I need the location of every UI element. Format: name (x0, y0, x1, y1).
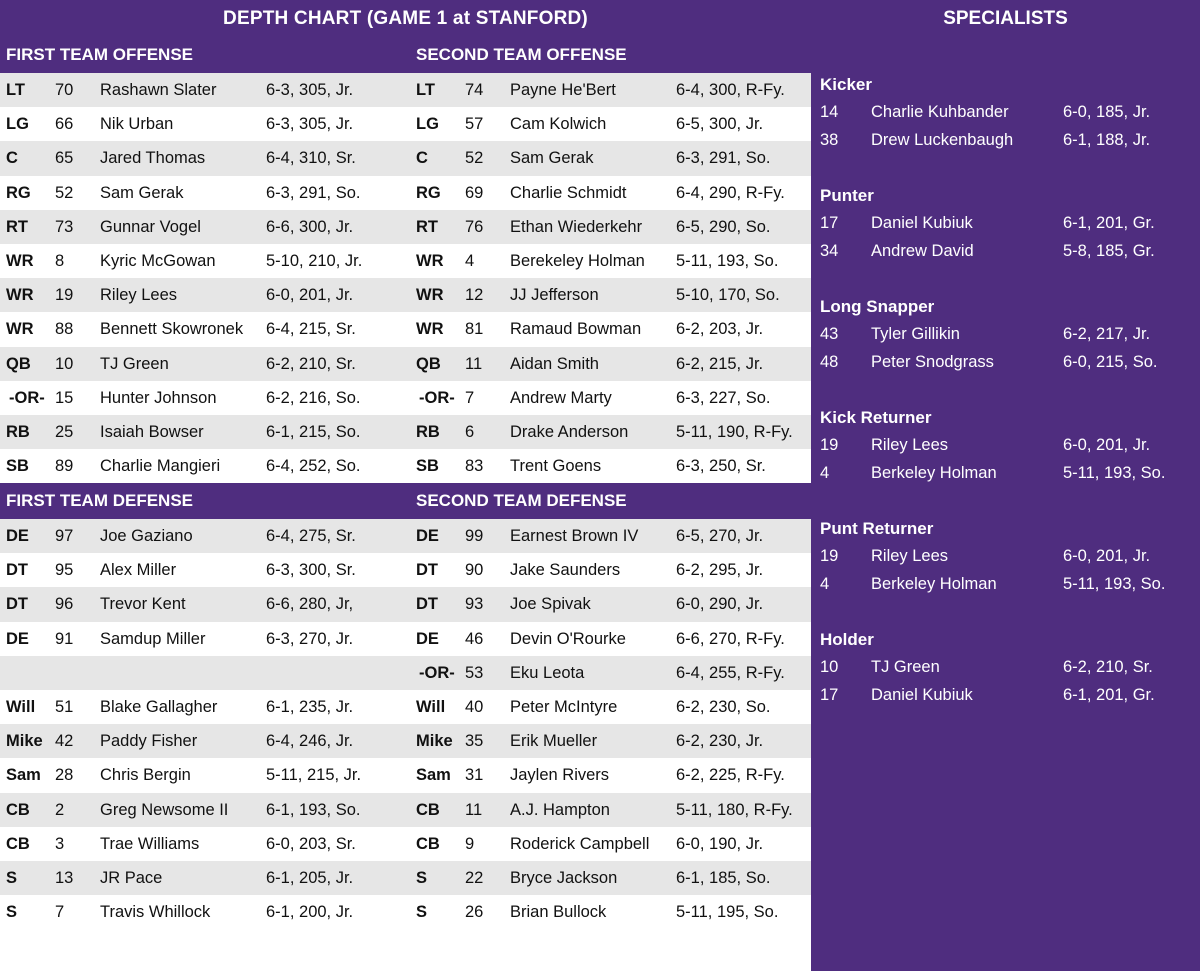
player-name: Peter Snodgrass (871, 353, 994, 371)
title-bar (0, 0, 811, 37)
player-name: Hunter Johnson (100, 388, 217, 407)
player-name: Isaiah Bowser (100, 422, 204, 441)
table-row (0, 107, 811, 141)
player-name: Bryce Jackson (510, 868, 618, 887)
jersey-number: 90 (465, 561, 484, 580)
player-info: 6-3, 305, Jr. (266, 81, 354, 99)
player-name: Ramaud Bowman (510, 320, 642, 339)
specialist-row (811, 653, 1200, 681)
table-row (0, 724, 811, 758)
player-name: Jared Thomas (100, 149, 206, 168)
jersey-number: 12 (465, 286, 484, 305)
position-label: DE (6, 629, 29, 648)
specialist-group-title: Kick Returner (820, 408, 932, 427)
position-label: RB (6, 422, 30, 441)
player-info: 6-6, 280, Jr, (266, 595, 354, 614)
specialist-row (811, 126, 1200, 154)
specialist-group-title: Punter (820, 186, 874, 205)
specialist-row (811, 570, 1200, 598)
table-row (0, 587, 811, 621)
table-row (0, 895, 811, 929)
jersey-number: 10 (55, 354, 74, 373)
table-row (0, 622, 811, 656)
player-name: Aidan Smith (510, 354, 599, 373)
player-name: Travis Whillock (100, 903, 211, 922)
player-info: 6-1, 235, Jr. (266, 697, 354, 716)
player-name: Payne He'Bert (510, 81, 616, 99)
table-row (0, 553, 811, 587)
player-name: Nik Urban (100, 115, 174, 134)
position-label: -OR- (419, 388, 455, 407)
player-name: Drew Luckenbaugh (871, 131, 1014, 149)
player-info: 6-4, 215, Sr. (266, 320, 356, 339)
player-info: 6-1, 201, Gr. (1063, 214, 1155, 232)
specialists-title: SPECIALISTS (943, 8, 1068, 29)
player-info: 6-3, 291, So. (676, 149, 771, 168)
offense-table (0, 73, 811, 483)
player-info: 6-2, 203, Jr. (676, 320, 764, 339)
jersey-number: 9 (465, 834, 475, 853)
jersey-number: 31 (465, 766, 484, 785)
player-name: Daniel Kubiuk (871, 214, 973, 232)
position-label: DT (416, 595, 438, 614)
position-label: WR (6, 320, 34, 339)
table-row (0, 312, 811, 346)
player-info: 6-1, 201, Gr. (1063, 686, 1155, 704)
player-info: 6-5, 270, Jr. (676, 527, 764, 545)
jersey-number: 7 (55, 903, 65, 922)
player-name: A.J. Hampton (510, 800, 610, 819)
player-name: Riley Lees (100, 286, 178, 305)
specialist-row (811, 237, 1200, 265)
defense-table (0, 519, 811, 929)
jersey-number: 25 (55, 422, 74, 441)
player-name: Berekeley Holman (510, 251, 645, 270)
jersey-number: 4 (820, 575, 830, 593)
jersey-number: 13 (55, 868, 74, 887)
player-info: 6-3, 305, Jr. (266, 115, 354, 134)
jersey-number: 19 (55, 286, 74, 305)
jersey-number: 48 (820, 353, 839, 371)
position-label: S (6, 903, 18, 922)
second-offense-title: SECOND TEAM OFFENSE (416, 45, 627, 64)
player-info: 6-2, 295, Jr. (676, 561, 764, 580)
player-info: 6-0, 215, So. (1063, 353, 1158, 371)
player-info: 6-2, 225, R-Fy. (676, 766, 785, 785)
jersey-number: 26 (465, 903, 484, 922)
player-info: 6-2, 230, Jr. (676, 732, 764, 751)
player-info: 5-11, 180, R-Fy. (676, 800, 793, 819)
defense-header (0, 483, 811, 519)
specialist-group-title: Long Snapper (820, 297, 935, 316)
jersey-number: 7 (465, 388, 475, 407)
position-label: RT (416, 217, 438, 236)
player-info: 6-1, 185, So. (676, 868, 771, 887)
player-name: Blake Gallagher (100, 697, 218, 716)
specialist-group (811, 183, 1200, 265)
position-label: SB (6, 457, 29, 476)
player-info: 6-0, 201, Jr. (266, 286, 354, 305)
position-label: RG (416, 183, 441, 202)
player-info: 5-11, 193, So. (1063, 464, 1166, 482)
table-row (0, 278, 811, 312)
player-info: 6-4, 290, R-Fy. (676, 183, 785, 202)
player-name: Alex Miller (100, 561, 177, 580)
jersey-number: 19 (820, 547, 839, 565)
position-label: RG (6, 183, 31, 202)
player-name: JR Pace (100, 868, 163, 887)
player-info: 6-4, 310, Sr. (266, 149, 356, 168)
jersey-number: 3 (55, 834, 65, 853)
player-name: Jaylen Rivers (510, 766, 610, 785)
table-row (0, 690, 811, 724)
player-info: 6-0, 201, Jr. (1063, 547, 1151, 565)
jersey-number: 91 (55, 629, 74, 648)
first-defense-title: FIRST TEAM DEFENSE (6, 491, 194, 510)
position-label: Sam (416, 766, 451, 785)
specialist-row (811, 459, 1200, 487)
player-name: Trevor Kent (100, 595, 186, 614)
jersey-number: 76 (465, 217, 484, 236)
player-name: Gunnar Vogel (100, 217, 201, 236)
position-label: DE (416, 629, 439, 648)
jersey-number: 42 (55, 732, 74, 751)
player-name: Tyler Gillikin (871, 325, 960, 343)
player-info: 6-4, 300, R-Fy. (676, 81, 785, 99)
player-info: 5-10, 210, Jr. (266, 251, 363, 270)
jersey-number: 2 (55, 800, 65, 819)
jersey-number: 53 (465, 663, 484, 682)
player-info: 6-0, 201, Jr. (1063, 436, 1151, 454)
player-name: Berkeley Holman (871, 464, 997, 482)
jersey-number: 4 (465, 251, 475, 270)
first-offense-title: FIRST TEAM OFFENSE (6, 45, 193, 64)
player-name: Andrew Marty (510, 388, 612, 407)
player-name: JJ Jefferson (510, 286, 599, 305)
table-row (0, 73, 811, 107)
player-info: 6-4, 252, So. (266, 457, 361, 476)
jersey-number: 73 (55, 217, 74, 236)
jersey-number: 43 (820, 325, 839, 343)
specialist-group (811, 72, 1200, 154)
jersey-number: 38 (820, 131, 839, 149)
jersey-number: 74 (465, 81, 484, 99)
page-title: DEPTH CHART (GAME 1 at STANFORD) (223, 8, 588, 29)
position-label: LT (6, 81, 25, 99)
position-label: Sam (6, 766, 41, 785)
jersey-number: 11 (465, 354, 483, 373)
player-name: Charlie Mangieri (100, 457, 221, 476)
player-name: Drake Anderson (510, 422, 629, 441)
position-label: Mike (416, 732, 453, 751)
jersey-number: 15 (55, 388, 74, 407)
player-name: Daniel Kubiuk (871, 686, 973, 704)
player-info: 5-11, 195, So. (676, 903, 779, 922)
specialist-group-title: Kicker (820, 75, 872, 94)
jersey-number: 17 (820, 686, 839, 704)
player-info: 6-1, 193, So. (266, 800, 361, 819)
player-info: 6-6, 270, R-Fy. (676, 629, 785, 648)
jersey-number: 14 (820, 103, 839, 121)
player-info: 6-3, 227, So. (676, 388, 771, 407)
position-label: CB (6, 834, 30, 853)
player-name: Paddy Fisher (100, 732, 198, 751)
specialist-row (811, 681, 1200, 709)
table-row (0, 519, 811, 553)
player-name: Trae Williams (100, 834, 200, 853)
player-info: 6-2, 215, Jr. (676, 354, 764, 373)
player-info: 6-6, 300, Jr. (266, 217, 354, 236)
jersey-number: 99 (465, 527, 484, 545)
player-info: 6-1, 188, Jr. (1063, 131, 1151, 149)
player-name: Samdup Miller (100, 629, 206, 648)
jersey-number: 65 (55, 149, 74, 168)
player-info: 5-11, 190, R-Fy. (676, 422, 793, 441)
table-row (0, 793, 811, 827)
position-label: RB (416, 422, 440, 441)
position-label: DT (6, 595, 28, 614)
player-info: 6-4, 246, Jr. (266, 732, 354, 751)
player-name: Joe Gaziano (100, 527, 193, 545)
player-info: 5-11, 193, So. (1063, 575, 1166, 593)
player-name: Bennett Skowronek (100, 320, 244, 339)
player-name: Earnest Brown IV (510, 527, 639, 545)
player-info: 6-3, 291, So. (266, 183, 361, 202)
player-info: 6-3, 270, Jr. (266, 629, 354, 648)
player-info: 6-2, 217, Jr. (1063, 325, 1151, 343)
player-name: Trent Goens (510, 457, 602, 476)
player-name: Ethan Wiederkehr (510, 217, 643, 236)
table-row (0, 141, 811, 175)
specialist-group-title: Punt Returner (820, 519, 934, 538)
player-info: 6-5, 300, Jr. (676, 115, 764, 134)
specialist-row (811, 431, 1200, 459)
player-name: Cam Kolwich (510, 115, 607, 134)
jersey-number: 10 (820, 658, 839, 676)
jersey-number: 6 (465, 422, 475, 441)
table-row (0, 758, 811, 792)
table-row (0, 449, 811, 483)
position-label: S (6, 868, 18, 887)
jersey-number: 96 (55, 595, 74, 614)
position-label: LG (6, 115, 29, 134)
jersey-number: 52 (465, 149, 484, 168)
player-name: TJ Green (871, 658, 940, 676)
position-label: QB (416, 354, 441, 373)
position-label: C (416, 149, 428, 168)
jersey-number: 83 (465, 457, 484, 476)
player-info: 6-3, 250, Sr. (676, 457, 766, 476)
position-label: WR (416, 320, 444, 339)
specialists-panel (811, 0, 1200, 971)
jersey-number: 40 (465, 697, 484, 716)
position-label: DE (6, 527, 29, 545)
table-row (0, 656, 811, 690)
position-label: C (6, 149, 18, 168)
specialist-group (811, 516, 1200, 598)
position-label: S (416, 903, 428, 922)
position-label: LT (416, 81, 435, 99)
position-label: DT (6, 561, 28, 580)
specialist-group (811, 627, 1200, 709)
table-row (0, 210, 811, 244)
player-name: Roderick Campbell (510, 834, 650, 853)
player-info: 6-0, 190, Jr. (676, 834, 764, 853)
player-name: Joe Spivak (510, 595, 591, 614)
position-label: WR (6, 251, 34, 270)
player-name: Jake Saunders (510, 561, 621, 580)
player-name: Peter McIntyre (510, 697, 618, 716)
jersey-number: 66 (55, 115, 74, 134)
player-name: Rashawn Slater (100, 81, 217, 99)
position-label: QB (6, 354, 31, 373)
table-row (0, 347, 811, 381)
player-name: Charlie Schmidt (510, 183, 627, 202)
specialist-row (811, 542, 1200, 570)
position-label: CB (416, 800, 440, 819)
position-label: DE (416, 527, 439, 545)
player-name: Devin O'Rourke (510, 629, 626, 648)
player-name: Chris Bergin (100, 766, 191, 785)
position-label: LG (416, 115, 439, 134)
position-label: Will (416, 697, 446, 716)
player-name: Berkeley Holman (871, 575, 997, 593)
player-info: 5-10, 170, So. (676, 286, 780, 305)
player-info: 6-0, 203, Sr. (266, 834, 356, 853)
table-row (0, 381, 811, 415)
player-info: 6-2, 230, So. (676, 697, 771, 716)
specialist-group-title: Holder (820, 630, 874, 649)
jersey-number: 19 (820, 436, 839, 454)
player-name: Brian Bullock (510, 903, 607, 922)
position-label: DT (416, 561, 438, 580)
jersey-number: 93 (465, 595, 484, 614)
player-info: 6-1, 215, So. (266, 422, 361, 441)
position-label: WR (416, 286, 444, 305)
table-row (0, 861, 811, 895)
position-label: -OR- (419, 663, 455, 682)
table-row (0, 827, 811, 861)
player-info: 6-2, 216, So. (266, 388, 361, 407)
player-info: 6-4, 275, Sr. (266, 527, 356, 545)
player-info: 6-2, 210, Sr. (1063, 658, 1153, 676)
player-name: Erik Mueller (510, 732, 598, 751)
player-info: 6-0, 185, Jr. (1063, 103, 1151, 121)
position-label: -OR- (9, 388, 45, 407)
jersey-number: 70 (55, 81, 74, 99)
player-info: 6-5, 290, So. (676, 217, 771, 236)
player-name: Riley Lees (871, 436, 949, 454)
specialist-row (811, 209, 1200, 237)
jersey-number: 52 (55, 183, 74, 202)
jersey-number: 28 (55, 766, 74, 785)
jersey-number: 88 (55, 320, 74, 339)
jersey-number: 34 (820, 242, 839, 260)
jersey-number: 11 (465, 800, 483, 819)
jersey-number: 57 (465, 115, 484, 134)
jersey-number: 81 (465, 320, 484, 339)
player-name: Sam Gerak (510, 149, 594, 168)
second-defense-title: SECOND TEAM DEFENSE (416, 491, 627, 510)
jersey-number: 4 (820, 464, 830, 482)
position-label: SB (416, 457, 439, 476)
player-name: Riley Lees (871, 547, 949, 565)
specialist-group (811, 294, 1200, 376)
specialist-row (811, 320, 1200, 348)
table-row (0, 244, 811, 278)
offense-header (0, 37, 811, 73)
player-info: 6-4, 255, R-Fy. (676, 663, 785, 682)
jersey-number: 46 (465, 629, 484, 648)
player-info: 6-2, 210, Sr. (266, 354, 356, 373)
position-label: Mike (6, 732, 43, 751)
player-info: 5-11, 215, Jr. (266, 766, 362, 785)
position-label: WR (6, 286, 34, 305)
specialist-row (811, 98, 1200, 126)
player-name: Sam Gerak (100, 183, 184, 202)
jersey-number: 69 (465, 183, 484, 202)
jersey-number: 89 (55, 457, 74, 476)
table-row (0, 415, 811, 449)
player-info: 6-3, 300, Sr. (266, 561, 356, 580)
player-name: Andrew David (871, 242, 974, 260)
jersey-number: 97 (55, 527, 74, 545)
player-info: 5-11, 193, So. (676, 251, 779, 270)
player-info: 6-1, 200, Jr. (266, 903, 354, 922)
position-label: S (416, 868, 428, 887)
player-name: Eku Leota (510, 663, 585, 682)
jersey-number: 17 (820, 214, 839, 232)
jersey-number: 95 (55, 561, 74, 580)
jersey-number: 35 (465, 732, 484, 751)
player-name: Kyric McGowan (100, 251, 216, 270)
jersey-number: 51 (55, 697, 74, 716)
jersey-number: 8 (55, 251, 65, 270)
player-info: 6-1, 205, Jr. (266, 868, 354, 887)
position-label: Will (6, 697, 36, 716)
player-name: TJ Green (100, 354, 169, 373)
position-label: WR (416, 251, 444, 270)
position-label: CB (6, 800, 30, 819)
player-info: 6-0, 290, Jr. (676, 595, 764, 614)
position-label: CB (416, 834, 440, 853)
player-info: 5-8, 185, Gr. (1063, 242, 1155, 260)
table-row (0, 176, 811, 210)
specialist-group (811, 405, 1200, 487)
specialist-row (811, 348, 1200, 376)
position-label: RT (6, 217, 28, 236)
player-name: Charlie Kuhbander (871, 103, 1009, 121)
jersey-number: 22 (465, 868, 484, 887)
player-name: Greg Newsome II (100, 800, 229, 819)
